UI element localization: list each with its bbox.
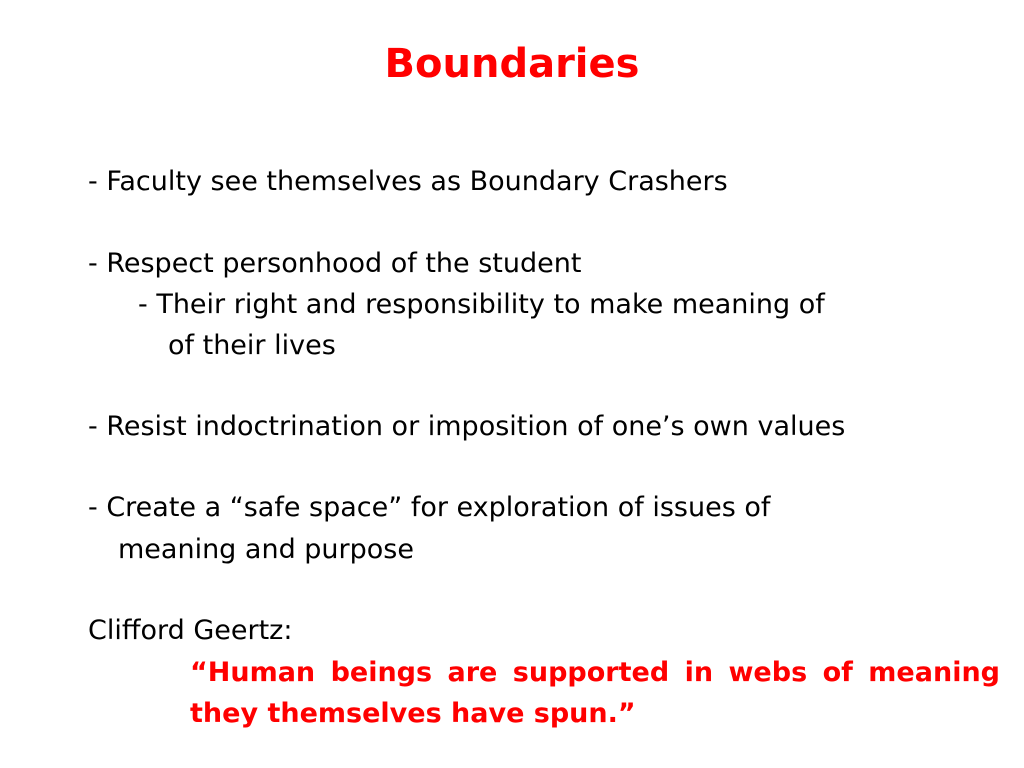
bullet-respect-personhood: - Respect personhood of the student [88, 248, 582, 279]
quote-line-2: they themselves have spun.” [190, 698, 636, 729]
bullet-resist-indoctrination: - Resist indoctrination or imposition of one’s own values [88, 411, 846, 442]
bullet-safe-space: - Create a “safe space” for exploration of issues of [88, 492, 771, 523]
bullet-boundary-crashers: - Faculty see themselves as Boundary Crashers [88, 166, 728, 197]
quote-attribution: Clifford Geertz: [88, 615, 293, 646]
slide-title: Boundaries [384, 41, 640, 87]
bullet-safe-space-continuation: meaning and purpose [118, 534, 414, 565]
sub-bullet-continuation: of their lives [168, 330, 336, 361]
sub-bullet-right-responsibility: - Their right and responsibility to make meaning of [138, 289, 825, 320]
quote-line-1: “Human beings are supported in webs of meaning [190, 657, 1000, 688]
